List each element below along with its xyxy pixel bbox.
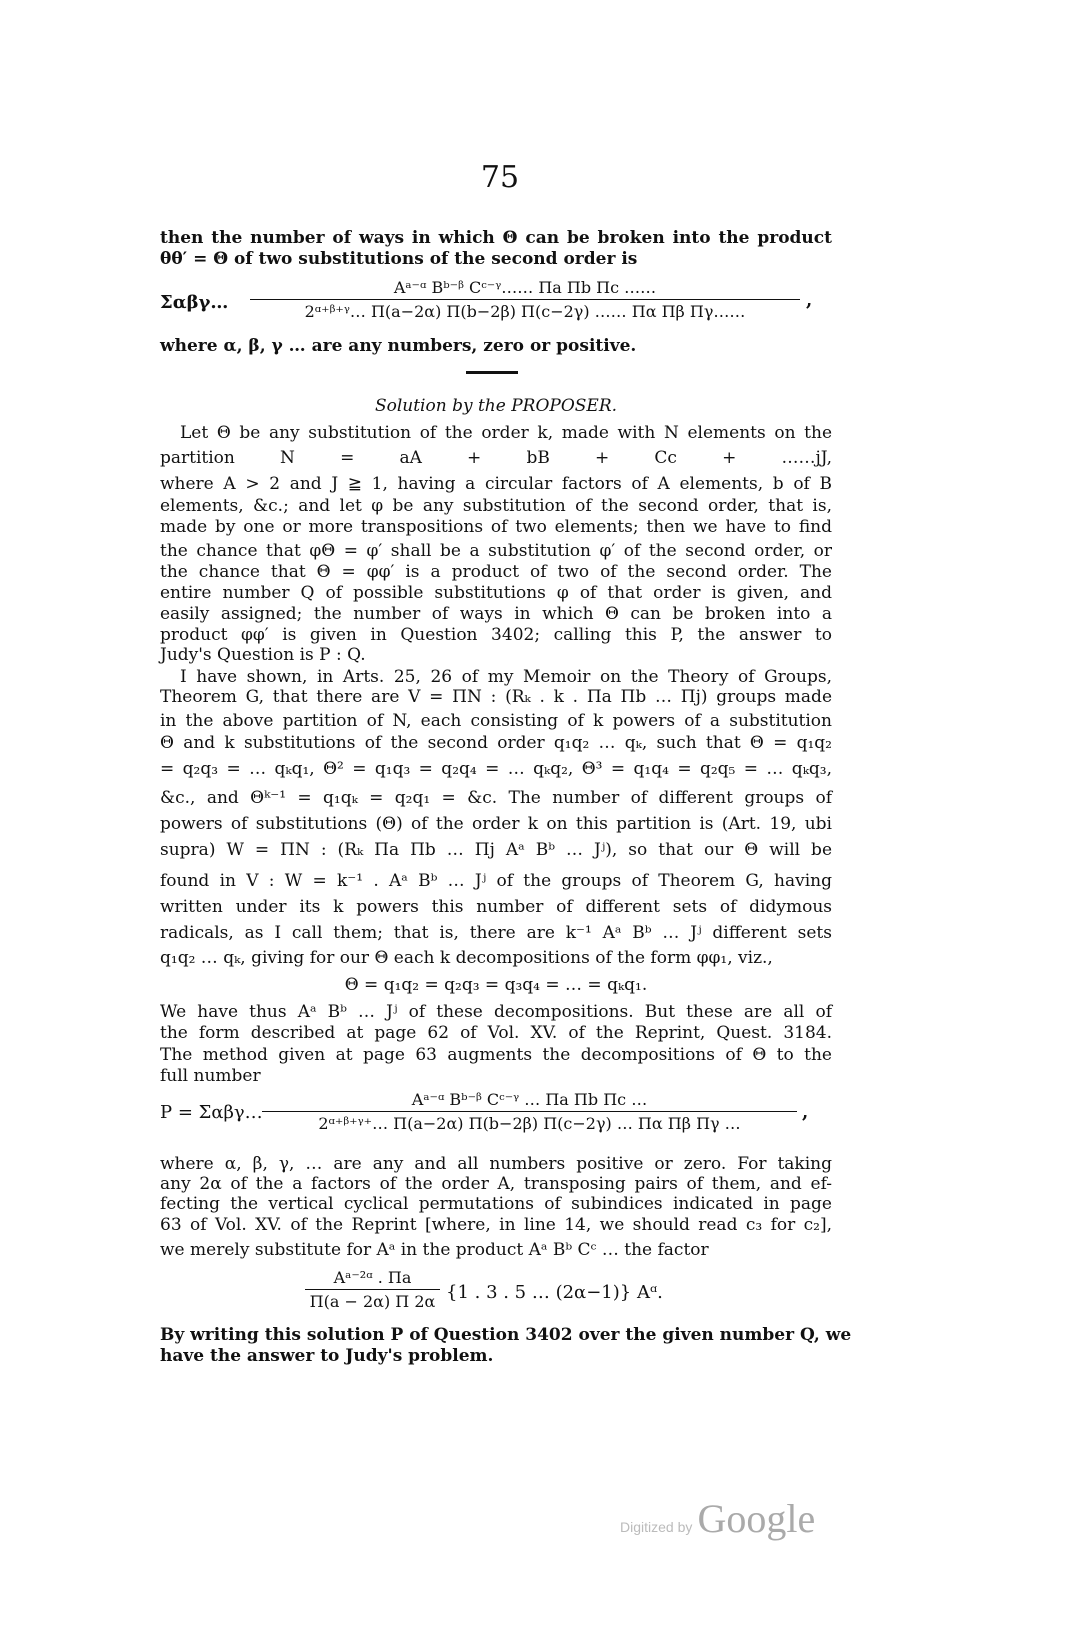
- text-line: radicals, as I call them; that is, there are k⁻¹ Aᵃ Bᵇ … Jʲ different sets: [160, 923, 832, 943]
- text-line: where A > 2 and J ≧ 1, having a circular factors of A elements, b of B: [160, 474, 832, 494]
- text-line: have the answer to Judy's problem.: [160, 1346, 494, 1366]
- text-line: easily assigned; the number of ways in which Θ can be broken into a: [160, 604, 832, 624]
- intro-line: then the number of ways in which Θ can be broken into the product: [160, 228, 832, 248]
- google-logo: Google: [697, 1496, 816, 1541]
- google-watermark: [620, 1495, 815, 1542]
- solution-heading: Solution by the PROPOSER.: [374, 396, 618, 416]
- formula-3-denominator: Π(a − 2α) Π 2α: [309, 1292, 436, 1311]
- text-line: where α, β, γ, … are any and all numbers positive or zero. For taking: [160, 1154, 832, 1174]
- text-line: entire number Q of possible substitutions φ of that order is given, and: [160, 583, 832, 603]
- text-line: powers of substitutions (Θ) of the order k on this partition is (Art. 19, ubi: [160, 814, 832, 834]
- text-line: Let Θ be any substitution of the order k, made with N elements on the: [180, 423, 832, 443]
- text-line: the chance that φΘ = φ′ shall be a substitution φ′ of the second order, or: [160, 541, 832, 561]
- formula-3: [305, 1268, 440, 1311]
- watermark-prefix: Digitized by: [620, 1519, 693, 1535]
- text-line: &c., and Θᵏ⁻¹ = q₁qₖ = q₂q₁ = &c. The number of different groups of: [160, 788, 832, 808]
- comma: ,: [802, 1102, 809, 1123]
- text-line: Judy's Question is P : Q.: [160, 645, 366, 665]
- formula-3-numerator: Aᵃ⁻²ᵅ . Πa: [305, 1268, 440, 1290]
- text-line: We have thus Aᵃ Bᵇ … Jʲ of these decompositions. But these are all of: [160, 1002, 832, 1022]
- p-label: P = Σαβγ…: [160, 1102, 263, 1123]
- text-line: 63 of Vol. XV. of the Reprint [where, in line 14, we should read c₃ for c₂],: [160, 1215, 832, 1235]
- text-line: the chance that Θ = φφ′ is a product of two of the second order. The: [160, 562, 832, 582]
- text-line: the form described at page 62 of Vol. XV. of the Reprint, Quest. 3184.: [160, 1023, 832, 1043]
- text-line: in the above partition of N, each consisting of k powers of a substitution: [160, 711, 832, 731]
- intro-line: where α, β, γ … are any numbers, zero or positive.: [160, 336, 637, 356]
- text-line: q₁q₂ … qₖ, giving for our Θ each k decompositions of the form φφ₁, viz.,: [160, 948, 773, 968]
- formula-1-numerator: Aᵃ⁻ᵅ Bᵇ⁻ᵝ Cᶜ⁻ᵞ…… Πa Πb Πc ……: [250, 278, 800, 300]
- formula-2: [262, 1090, 797, 1133]
- text-line: partition N = aA + bB + Cc + ……jJ,: [160, 448, 832, 468]
- text-line: supra) W = ΠN : (Rₖ Πa Πb … Πj Aᵃ Bᵇ … Jʲ), so that our Θ will be: [160, 840, 832, 860]
- page-number: 75: [480, 160, 520, 195]
- sum-symbol: Σαβγ…: [160, 292, 229, 313]
- formula-3-tail: {1 . 3 . 5 … (2α−1)} Aᵅ.: [446, 1282, 663, 1303]
- text-line: product φφ′ is given in Question 3402; calling this P, the answer to: [160, 625, 832, 645]
- text-line: any 2α of the a factors of the order A, transposing pairs of them, and ef-: [160, 1174, 832, 1194]
- comma: ,: [806, 290, 813, 311]
- text-line: Θ and k substitutions of the second order q₁q₂ … qₖ, such that Θ = q₁q₂: [160, 733, 832, 753]
- text-line: The method given at page 63 augments the decompositions of Θ to the: [160, 1045, 832, 1065]
- text-line: Theorem G, that there are V = ΠN : (Rₖ . k . Πa Πb … Πj) groups made: [160, 687, 832, 707]
- formula-2-numerator: Aᵃ⁻ᵅ Bᵇ⁻ᵝ Cᶜ⁻ᵞ … Πa Πb Πc …: [262, 1090, 797, 1112]
- text-line: I have shown, in Arts. 25, 26 of my Memoir on the Theory of Groups,: [180, 667, 832, 687]
- text-line: Θ = q₁q₂ = q₂q₃ = q₃q₄ = … = qₖq₁.: [344, 975, 648, 995]
- text-line: fecting the vertical cyclical permutations of subindices indicated in page: [160, 1194, 832, 1214]
- text-line: full number: [160, 1066, 261, 1086]
- intro-line: θθ′ = Θ of two substitutions of the second order is: [160, 249, 638, 269]
- formula-1: [250, 278, 800, 321]
- text-line: made by one or more transpositions of two elements; then we have to find: [160, 517, 832, 537]
- formula-1-denominator: 2ᵅ⁺ᵝ⁺ᵞ… Π(a−2α) Π(b−2β) Π(c−2γ) …… Πα Πβ Πγ……: [304, 302, 746, 321]
- divider: [466, 371, 518, 374]
- text-line: = q₂q₃ = … qₖq₁, Θ² = q₁q₃ = q₂q₄ = … qₖq₂, Θ³ = q₁q₄ = q₂q₅ = … qₖq₃,: [160, 759, 832, 779]
- text-line: written under its k powers this number of different sets of didymous: [160, 897, 832, 917]
- formula-2-denominator: 2ᵅ⁺ᵝ⁺ᵞ⁺… Π(a−2α) Π(b−2β) Π(c−2γ) … Πα Πβ Πγ …: [318, 1114, 741, 1133]
- text-line: found in V : W = k⁻¹ . Aᵃ Bᵇ … Jʲ of the groups of Theorem G, having: [160, 871, 832, 891]
- text-line: we merely substitute for Aᵃ in the product Aᵃ Bᵇ Cᶜ … the factor: [160, 1240, 709, 1260]
- text-line: By writing this solution P of Question 3402 over the given number Q, we: [160, 1325, 852, 1345]
- text-line: elements, &c.; and let φ be any substitution of the second order, that is,: [160, 496, 832, 516]
